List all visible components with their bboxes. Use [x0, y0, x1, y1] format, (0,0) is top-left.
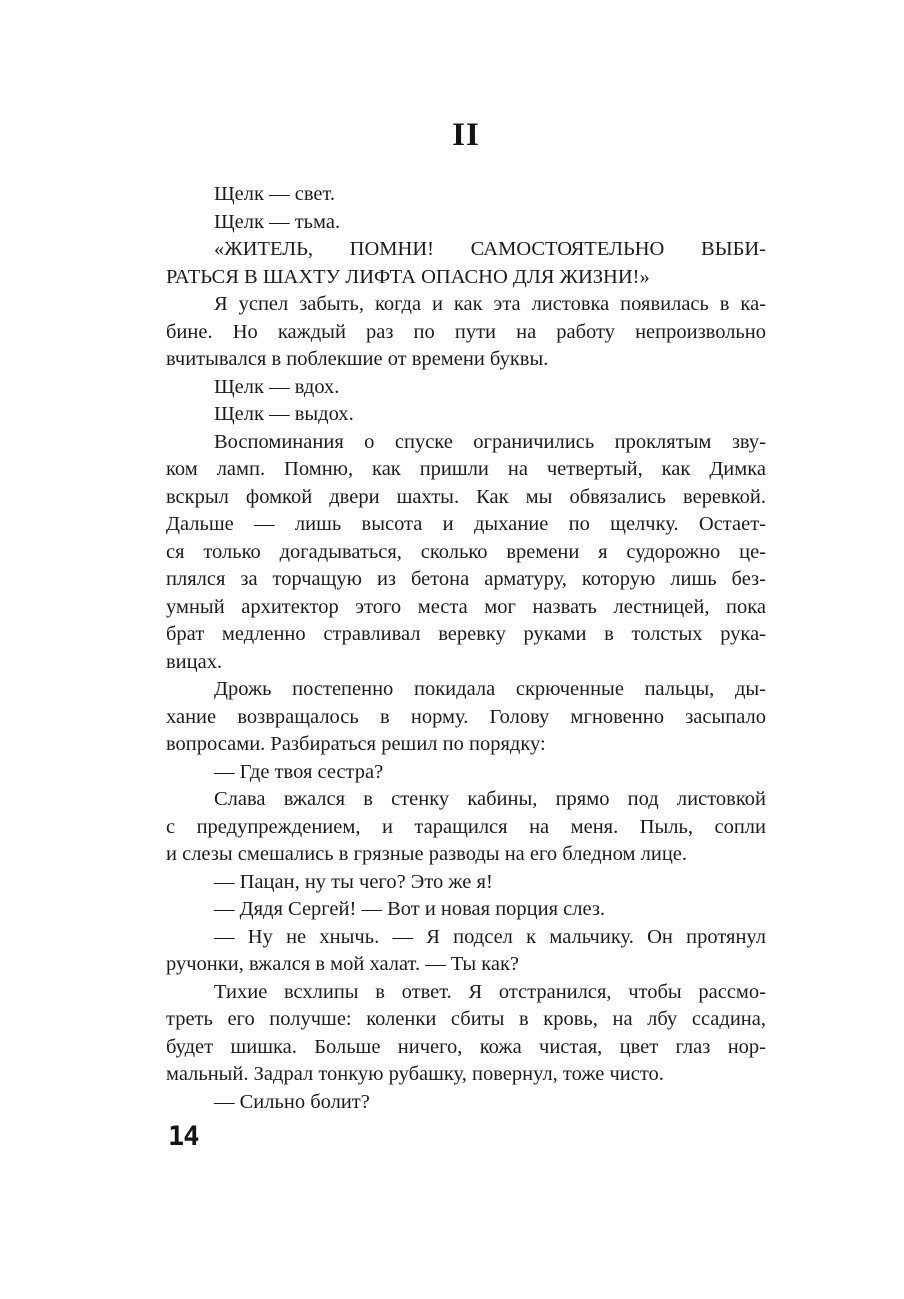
paragraph: [166, 676, 766, 759]
paragraph: [166, 209, 766, 237]
paragraph: [166, 429, 766, 677]
text-line: «ЖИТЕЛЬ, ПОМНИ! САМОСТОЯТЕЛЬНО ВЫБИ-: [214, 238, 766, 260]
text-line: РАТЬСЯ В ШАХТУ ЛИФТА ОПАСНО ДЛЯ ЖИЗНИ!»: [166, 265, 650, 288]
text-line: ком ламп. Помню, как пришли на четвертый, как Димка: [166, 458, 766, 480]
text-line: мальный. Задрал тонкую рубашку, повернул, тоже чисто.: [166, 1063, 664, 1085]
paragraph: [166, 181, 766, 209]
text-line: и слезы смешались в грязные разводы на его бледном лице.: [166, 843, 688, 865]
text-line: ручонки, вжался в мой халат. — Ты как?: [166, 953, 520, 975]
paragraph: [166, 896, 766, 924]
text-line: Щелк — вдох.: [214, 375, 340, 398]
paragraph: [166, 869, 766, 897]
text-line: Тихие всхлипы в ответ. Я отстранился, чтобы рассмо-: [214, 980, 766, 1003]
text-line: ся только догадываться, сколько времени я судорожно це-: [166, 540, 766, 563]
paragraph: [166, 924, 766, 979]
text-line: вскрыл фомкой двери шахты. Как мы обвязались веревкой.: [166, 485, 766, 508]
paragraph: [166, 291, 766, 374]
text-line: вицах.: [166, 650, 223, 673]
text-line: Воспоминания о спуске ограничились проклятым зву-: [214, 430, 766, 453]
text-line: брат медленно стравливал веревку руками в толстых рука-: [166, 623, 766, 645]
text-line: Щелк — выдох.: [214, 403, 354, 425]
paragraph: [166, 374, 766, 402]
text-line: вопросами. Разбираться решил по порядку:: [166, 733, 546, 755]
page-number: 14: [168, 1121, 199, 1152]
text-line: умный архитектор этого места мог назвать лестницей, пока: [166, 595, 766, 618]
text-line: — Где твоя сестра?: [214, 760, 384, 783]
text-line: будет шишка. Больше ничего, кожа чистая, цвет глаз нор-: [166, 1035, 766, 1058]
text-line: — Сильно болит?: [214, 1090, 370, 1113]
text-line: Дрожь постепенно покидала скрюченные пальцы, ды-: [214, 678, 766, 700]
text-line: Щелк — свет.: [214, 183, 336, 205]
text-line: треть его получше: коленки сбиты в кровь, на лбу ссадина,: [166, 1008, 766, 1030]
text-line: — Ну не хнычь. — Я подсел к мальчику. Он протянул: [214, 925, 766, 948]
text-line: Слава вжался в стенку кабины, прямо под листовкой: [214, 788, 766, 810]
text-line: — Дядя Сергей! — Вот и новая порция слез.: [214, 898, 606, 920]
chapter-heading: II: [452, 117, 480, 153]
paragraph: [166, 759, 766, 787]
paragraph: [166, 1089, 766, 1117]
text-line: бине. Но каждый раз по пути на работу непроизвольно: [166, 320, 766, 343]
paragraph: [166, 786, 766, 869]
text-line: — Пацан, ну ты чего? Это же я!: [214, 870, 493, 893]
paragraph: [166, 236, 766, 291]
text-line: плялся за торчащую из бетона арматуру, которую лишь без-: [166, 568, 766, 590]
text-block: [166, 181, 766, 1116]
text-line: вчитывался в поблекшие от времени буквы.: [166, 348, 549, 370]
text-line: Дальше — лишь высота и дыхание по щелчку. Остает-: [166, 513, 766, 535]
text-line: Щелк — тьма.: [214, 210, 341, 233]
text-line: с предупреждением, и таращился на меня. Пыль, сопли: [166, 815, 766, 838]
text-line: Я успел забыть, когда и как эта листовка появилась в ка-: [214, 293, 766, 315]
paragraph: [166, 401, 766, 429]
text-line: хание возвращалось в норму. Голову мгновенно засыпало: [166, 705, 766, 728]
paragraph: [166, 979, 766, 1089]
